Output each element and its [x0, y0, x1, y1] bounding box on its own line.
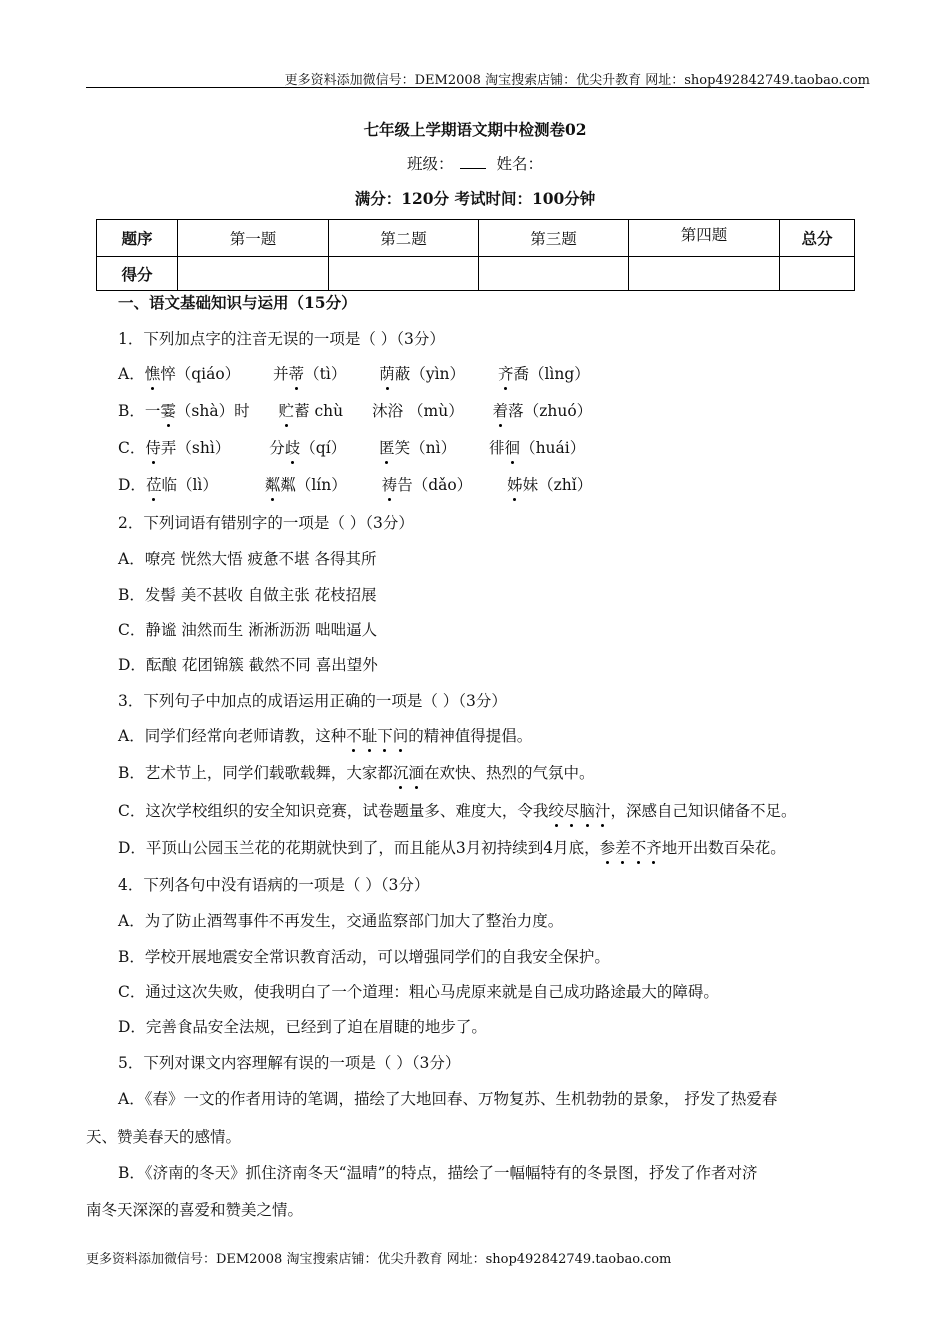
score-info: 满分：120分 考试时间：100分钟 [354, 189, 596, 208]
page-title: 七年级上学期语文期中检测卷02 [363, 120, 587, 139]
score-cell[interactable] [329, 257, 479, 291]
q4-option-b: B．学校开展地震安全常识教育活动，可以增强同学们的自我安全保护。 [118, 948, 610, 966]
q1-stem: 1．下列加点字的注音无误的一项是（ ）（3分） [118, 330, 445, 348]
q1-option-a: A．憔悴（qiáo） 并蒂（tì） 荫蔽（yìn） 齐喬（lìng） [118, 365, 590, 383]
q4-option-a: A．为了防止酒驾事件不再发生，交通监察部门加大了整治力度。 [118, 912, 564, 930]
score-table [96, 219, 855, 291]
header-cell: 题序 [97, 220, 178, 257]
q3-option-b: B．艺术节上，同学们载歌载舞，大家都沉湎在欢快、热烈的气氛中。 [118, 764, 595, 782]
row-label-cell: 得分 [97, 257, 178, 291]
q2-option-a: A．嘹亮 恍然大悟 疲惫不堪 各得其所 [118, 550, 377, 568]
score-cell[interactable] [629, 257, 780, 291]
q4-stem: 4．下列各句中没有语病的一项是（ ）（3分） [118, 876, 430, 894]
q2-option-b: B．发髻 美不甚收 自做主张 花枝招展 [118, 586, 377, 604]
class-label: 班级： [407, 155, 454, 173]
q5-option-a-line1: A．《春》一文的作者用诗的笔调，描绘了大地回春、万物复苏、生机勃勃的景象， 抒发了热爱春 [118, 1090, 778, 1108]
header-rule [86, 87, 864, 88]
score-cell[interactable] [178, 257, 329, 291]
dotted-idiom: 沉湎 [392, 764, 424, 782]
q4-option-d: D．完善食品安全法规，已经到了迫在眉睫的地步了。 [118, 1018, 487, 1036]
header-cell: 第三题 [479, 220, 629, 257]
header-cell: 总分 [780, 220, 855, 257]
header-cell: 第二题 [329, 220, 479, 257]
header-note: 更多资料添加微信号：DEM2008 淘宝搜索店铺：优尖升教育 网址：shop492842749.taobao.com [284, 73, 870, 88]
q2-stem: 2．下列词语有错别字的一项是（ ）（3分） [118, 514, 414, 532]
class-blank [460, 154, 486, 169]
score-table-header-row [97, 220, 855, 257]
header-cell: 第四题 [629, 220, 780, 257]
dotted-idiom: 参差不齐 [599, 839, 662, 857]
q5-stem: 5．下列对课文内容理解有误的一项是（ ）（3分） [118, 1054, 461, 1072]
dotted-idiom: 绞尽脑汁 [548, 802, 611, 820]
score-cell[interactable] [479, 257, 629, 291]
q5-option-a-line2: 天、赞美春天的感情。 [86, 1128, 242, 1146]
q3-option-a: A．同学们经常向老师请教，这种不耻下问的精神值得提倡。 [118, 727, 533, 745]
name-label: 姓名： [496, 155, 543, 173]
score-table-score-row [97, 257, 855, 291]
q4-option-c: C．通过这次失败，使我明白了一个道理：粗心马虎原来就是自己成功路途最大的障碍。 [118, 983, 719, 1001]
class-name-line [0, 152, 950, 174]
header-cell: 第一题 [178, 220, 329, 257]
score-cell[interactable] [780, 257, 855, 291]
q2-option-c: C．静谧 油然而生 淅淅沥沥 咄咄逼人 [118, 621, 378, 639]
q1-option-c: C．侍弄（shì） 分歧（qí） 匿笑（nì） 徘徊（huái） [118, 439, 586, 457]
q1-option-d: D．莅临（lì） 粼粼（lín） 祷告（dǎo） 姊妹（zhǐ） [118, 476, 593, 494]
footer-note: 更多资料添加微信号：DEM2008 淘宝搜索店铺：优尖升教育 网址：shop492842749.taobao.com [86, 1252, 672, 1267]
q3-option-c: C．这次学校组织的安全知识竞赛，试卷题量多、难度大，令我绞尽脑汁，深感自己知识储备不足。 [118, 802, 797, 820]
q1-option-b: B．一霎（shà）时 贮蓄 chù 沐浴 （mù） 着落（zhuó） [118, 402, 593, 420]
q3-stem: 3．下列句子中加点的成语运用正确的一项是（ ）（3分） [118, 692, 507, 710]
q2-option-d: D．酝酿 花团锦簇 截然不同 喜出望外 [118, 656, 378, 674]
q5-option-b-line1: B．《济南的冬天》抓住济南冬天“温晴”的特点，描绘了一幅幅特有的冬景图，抒发了作者对济 [118, 1164, 758, 1182]
q3-option-d: D．平顶山公园玉兰花的花期就快到了，而且能从3月初持续到4月底，参差不齐地开出数百朵花。 [118, 839, 786, 857]
section1-title: 一、语文基础知识与运用（15分） [118, 293, 357, 312]
q5-option-b-line2: 南冬天深深的喜爱和赞美之情。 [86, 1201, 304, 1219]
dotted-idiom: 不耻下问 [346, 727, 409, 745]
